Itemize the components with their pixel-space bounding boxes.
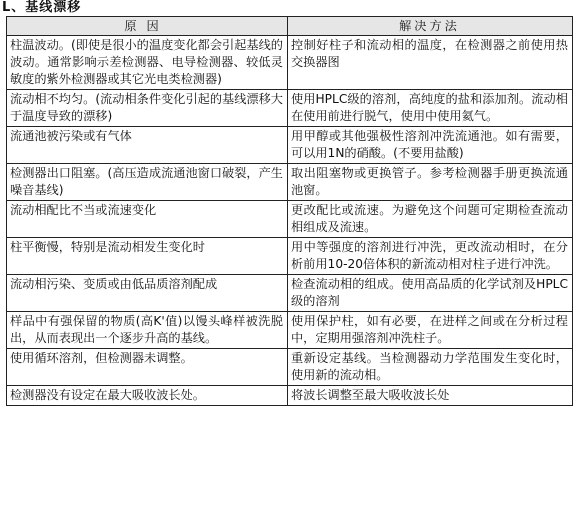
cause-cell: 柱温波动。(即使是很小的温度变化都会引起基线的波动。通常影响示差检测器、电导检测器、较低灵敏度的紫外检测器或其它光电类检测器) bbox=[7, 36, 288, 90]
cause-cell: 检测器出口阻塞。(高压造成流通池窗口破裂，产生噪音基线) bbox=[7, 164, 288, 201]
table-row bbox=[7, 349, 573, 386]
solution-cell: 检查流动相的组成。使用高品质的化学试剂及HPLC级的溶剂 bbox=[288, 275, 573, 312]
solution-cell: 控制好柱子和流动相的温度，在检测器之前使用热交换器图 bbox=[288, 36, 573, 90]
table-row bbox=[7, 36, 573, 90]
cause-cell: 样品中有强保留的物质(高K'值)以馒头峰样被洗脱出，从而表现出一个逐步升高的基线。 bbox=[7, 312, 288, 349]
table-row bbox=[7, 90, 573, 127]
section-title: L、基线漂移 bbox=[2, 0, 82, 15]
cause-cell: 流动相污染、变质或由低品质溶剂配成 bbox=[7, 275, 288, 312]
troubleshooting-table bbox=[6, 16, 573, 406]
table-row bbox=[7, 201, 573, 238]
table-header-row bbox=[7, 17, 573, 36]
cause-column-header: 原因 bbox=[7, 17, 288, 36]
table-row bbox=[7, 127, 573, 164]
solution-cell: 用甲醇或其他强极性溶剂冲洗流通池。如有需要，可以用1N的硝酸。(不要用盐酸) bbox=[288, 127, 573, 164]
cause-cell: 流动相配比不当或流速变化 bbox=[7, 201, 288, 238]
solution-column-header: 解决方法 bbox=[288, 17, 573, 36]
cause-cell: 柱平衡慢，特别是流动相发生变化时 bbox=[7, 238, 288, 275]
table-row bbox=[7, 386, 573, 406]
cause-cell: 使用循环溶剂，但检测器未调整。 bbox=[7, 349, 288, 386]
solution-cell: 用中等强度的溶剂进行冲洗，更改流动相时，在分析前用10-20倍体积的新流动相对柱子进行冲洗。 bbox=[288, 238, 573, 275]
table-row bbox=[7, 164, 573, 201]
table-row bbox=[7, 312, 573, 349]
solution-cell: 取出阻塞物或更换管子。参考检测器手册更换流通池窗。 bbox=[288, 164, 573, 201]
cause-cell: 流通池被污染或有气体 bbox=[7, 127, 288, 164]
solution-cell: 使用HPLC级的溶剂，高纯度的盐和添加剂。流动相在使用前进行脱气，使用中使用氦气。 bbox=[288, 90, 573, 127]
solution-cell: 重新设定基线。当检测器动力学范围发生变化时，使用新的流动相。 bbox=[288, 349, 573, 386]
table-row bbox=[7, 275, 573, 312]
cause-cell: 检测器没有设定在最大吸收波长处。 bbox=[7, 386, 288, 406]
table-row bbox=[7, 238, 573, 275]
solution-cell: 使用保护柱，如有必要，在进样之间或在分析过程中，定期用强溶剂冲洗柱子。 bbox=[288, 312, 573, 349]
solution-cell: 将波长调整至最大吸收波长处 bbox=[288, 386, 573, 406]
cause-cell: 流动相不均匀。(流动相条件变化引起的基线漂移大于温度导致的漂移) bbox=[7, 90, 288, 127]
solution-cell: 更改配比或流速。为避免这个问题可定期检查流动相组成及流速。 bbox=[288, 201, 573, 238]
